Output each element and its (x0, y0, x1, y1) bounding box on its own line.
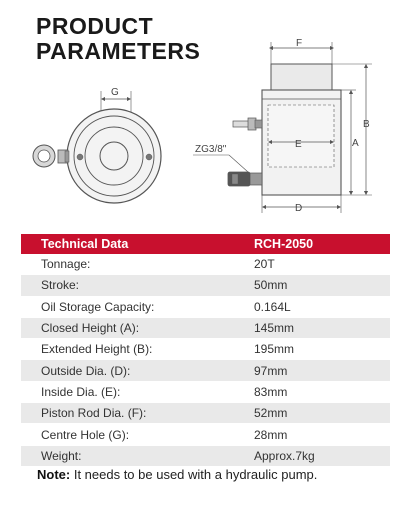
cylinder-technical-drawing (0, 0, 411, 230)
row-label: Tonnage: (21, 254, 254, 275)
row-label: Closed Height (A): (21, 317, 254, 338)
table-row (21, 275, 390, 296)
row-label: Weight: (21, 445, 254, 466)
row-label: Outside Dia. (D): (21, 360, 254, 381)
label-b: B (363, 119, 370, 130)
table-row (21, 403, 390, 424)
label-thread: ZG3/8" (195, 144, 227, 155)
table-row (21, 424, 390, 445)
table-row (21, 360, 390, 381)
label-d: D (295, 203, 303, 214)
label-e: E (295, 139, 302, 150)
label-g: G (111, 87, 119, 98)
row-value: 145mm (254, 317, 390, 338)
table-row (21, 296, 390, 317)
usage-note (37, 467, 317, 482)
row-label: Inside Dia. (E): (21, 381, 254, 402)
row-label: Stroke: (21, 275, 254, 296)
label-f: F (296, 38, 303, 49)
header-technical-data: Technical Data (21, 234, 254, 254)
row-label: Centre Hole (G): (21, 424, 254, 445)
row-value: 195mm (254, 339, 390, 360)
row-label: Oil Storage Capacity: (21, 296, 254, 317)
table-row (21, 254, 390, 275)
table-row (21, 381, 390, 402)
parameters-table (21, 234, 390, 467)
table-row (21, 317, 390, 338)
table-header-row (21, 234, 390, 254)
label-a: A (352, 138, 359, 149)
note-label: Note: (37, 467, 71, 482)
row-value: 50mm (254, 275, 390, 296)
title-line-2: PARAMETERS (36, 38, 201, 64)
top-view (33, 91, 161, 203)
row-value: 52mm (254, 403, 390, 424)
side-view (193, 42, 372, 213)
row-value: 97mm (254, 360, 390, 381)
note-text: It needs to be used with a hydraulic pump. (70, 467, 318, 482)
row-value: 0.164L (254, 296, 390, 317)
row-label: Extended Height (B): (21, 339, 254, 360)
row-value: 83mm (254, 381, 390, 402)
header-model: RCH-2050 (254, 234, 390, 254)
table-row (21, 445, 390, 466)
row-value: Approx.7kg (254, 445, 390, 466)
row-value: 20T (254, 254, 390, 275)
title-line-1: PRODUCT (36, 13, 154, 39)
table-row (21, 339, 390, 360)
row-value: 28mm (254, 424, 390, 445)
row-label: Piston Rod Dia. (F): (21, 403, 254, 424)
